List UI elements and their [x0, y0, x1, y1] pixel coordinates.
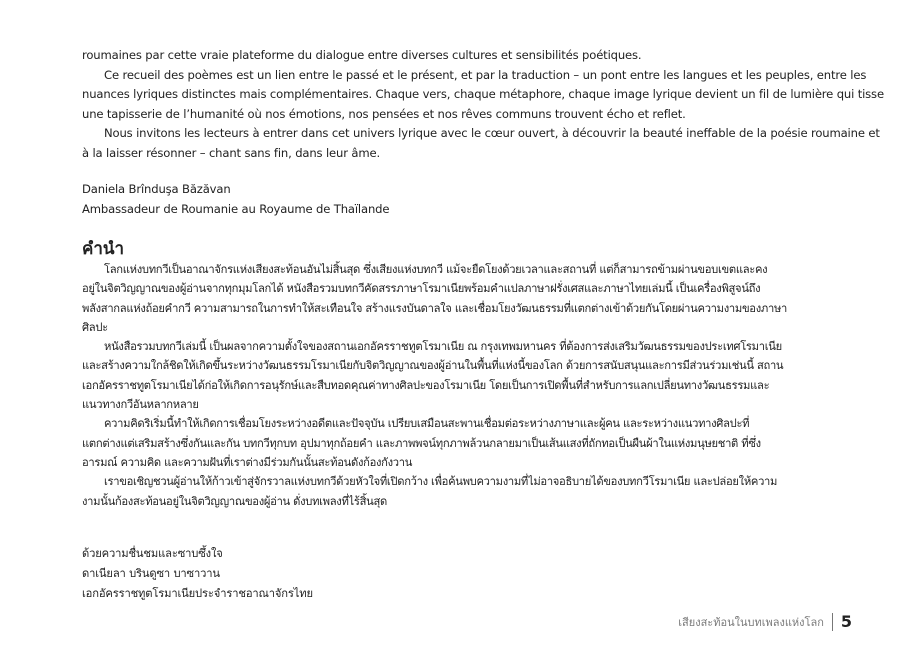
french-signature [82, 180, 389, 219]
french-text-block [82, 46, 884, 164]
th-line: อยู่ในจิตวิญญาณของผู้อ่านจากทุกมุมโลกได้ หนังสือรวมบทกวีคัดสรรภาษาโรมาเนียพร้อมคำแปลภาษาฝรั่งเศสและภาษาไทยเล่มนี้ เป็นเครื่องพิสูจน์ถึง [82, 282, 761, 296]
signature-title: Ambassadeur de Roumanie au Royaume de Thaïlande [82, 201, 390, 216]
th-line: เราขอเชิญชวนผู้อ่านให้ก้าวเข้าสู่จักรวาลแห่งบทกวีด้วยหัวใจที่เปิดกว้าง เพื่อค้นพบความงามที่ไม่อาจอธิบายได้ของบทกวีโรมาเนีย และปล่อยให้ความ [104, 475, 778, 489]
th-line: พลังสากลแห่งถ้อยคำกวี ความสามารถในการทำให้สะเทือนใจ สร้างแรงบันดาลใจ และเชื่อมโยงวัฒนธรรมที่แตกต่างเข้าด้วยกันโดยผ่านความงามของภาษา [82, 301, 787, 315]
fr-line: nuances lyriques distinctes mais complémentaires. Chaque vers, chaque métaphore, chaque image lyrique devient un fil de lumière qui tisse [82, 87, 884, 102]
page-footer [678, 612, 852, 631]
fr-line: Ce recueil des poèmes est un lien entre le passé et le présent, et par la traduction – un pont entre les langues et les peuples, entre les [104, 67, 867, 82]
th-line: หนังสือรวมบทกวีเล่มนี้ เป็นผลจากความตั้งใจของสถานเอกอัครราชทูตโรมาเนีย ณ กรุงเทพมหานคร ที่ต้องการส่งเสริมวัฒนธรรมของประเทศโรมาเนีย [104, 340, 782, 354]
th-line: เอกอัครราชทูตโรมาเนียได้ก่อให้เกิดการอนุรักษ์และสืบทอดคุณค่าทางศิลปะของโรมาเนีย โดยเป็นการเปิดพื้นที่สำหรับการแลกเปลี่ยนทางวัฒนธรรมและ [82, 378, 770, 392]
th-line: ศิลปะ [82, 320, 108, 334]
th-line: ความคิดริเริ่มนี้ทำให้เกิดการเชื่อมโยงระหว่างอดีตและปัจจุบัน เปรียบเสมือนสะพานเชื่อมต่อระหว่างภาษาและผู้คน และระหว่างแนวทางศิลปะที่ [104, 417, 750, 431]
signature-name: ดาเนียลา บรินดูซา บาซาวาน [82, 567, 220, 580]
footer-divider [832, 613, 833, 631]
th-line: งามนั้นก้องสะท้อนอยู่ในจิตวิญญาณของผู้อ่าน ดั่งบทเพลงที่ไร้สิ้นสุด [82, 494, 387, 508]
th-line: แนวทางกวีอันหลากหลาย [82, 398, 199, 412]
fr-line: Nous invitons les lecteurs à entrer dans cet univers lyrique avec le cœur ouvert, à découvrir la beauté ineffable de la poésie roumaine et [104, 126, 880, 141]
th-line: และสร้างความใกล้ชิดให้เกิดขึ้นระหว่างวัฒนธรรมโรมาเนียกับจิตวิญญาณของผู้อ่านในพื้นที่แห่งนี้ของโลก ด้วยการสนับสนุนและการมีส่วนร่วมเช่นนี้ สถาน [82, 359, 784, 373]
fr-line: à la laisser résonner – chant sans fin, dans leur âme. [82, 145, 381, 160]
section-heading: คำนำ [82, 239, 125, 259]
fr-line: une tapisserie de l’humanité où nos émotions, nos pensées et nos rêves communs trouvent écho et reflet. [82, 106, 686, 121]
thai-text-block [82, 260, 787, 511]
signature-closing: ด้วยความชื่นชมและซาบซึ้งใจ [82, 547, 223, 560]
signature-title: เอกอัครราชทูตโรมาเนียประจำราชอาณาจักรไทย [82, 587, 313, 600]
th-line: อารมณ์ ความคิด และความฝันที่เราต่างมีร่วมกันนั้นสะท้อนดังก้องกังวาน [82, 455, 413, 469]
th-line: แตกต่างแต่เสริมสร้างซึ่งกันและกัน บทกวีทุกบท อุปมาทุกถ้อยคำ และภาพพจน์ทุกภาพล้วนกลายมาเป็นเส้นแสงที่ถักทอเป็นผืนผ้าในแห่งมนุษยชาติ ที่ซึ่ง [82, 436, 761, 450]
thai-signature [82, 544, 313, 604]
fr-line: roumaines par cette vraie plateforme du dialogue entre diverses cultures et sensibilités poétiques. [82, 48, 642, 62]
page-number: 5 [840, 612, 852, 631]
footer-book-title: เสียงสะท้อนในบทเพลงแห่งโลก [678, 615, 824, 629]
signature-name: Daniela Brînduşa Băzăvan [82, 182, 231, 196]
th-line: โลกแห่งบทกวีเป็นอาณาจักรแห่งเสียงสะท้อนอันไม่สิ้นสุด ซึ่งเสียงแห่งบทกวี แม้จะยืดโยงด้วยเวลาและสถานที่ แต่ก็สามารถข้ามผ่านขอบเขตและคง [104, 263, 768, 276]
